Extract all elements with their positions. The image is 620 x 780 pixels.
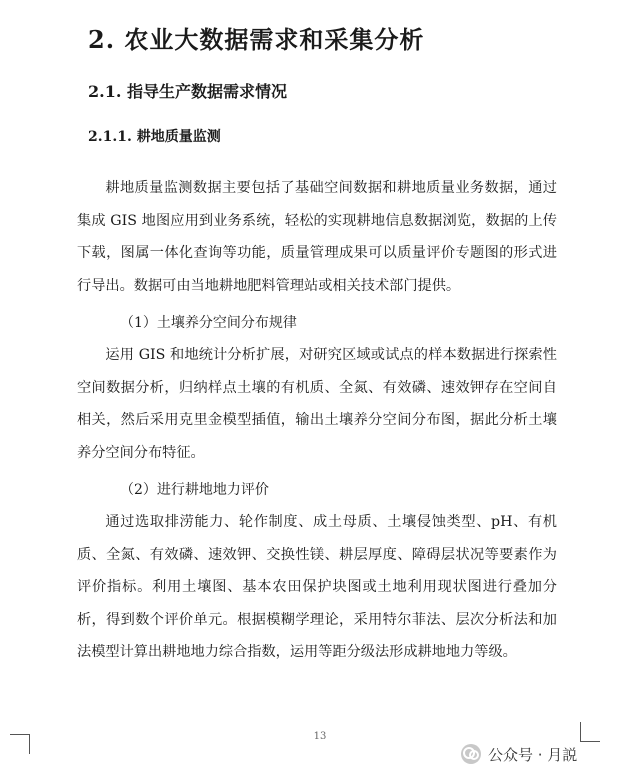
paragraph-soil-nutrient: 运用 GIS 和地统计分析扩展，对研究区域或试点的样本数据进行探索性空间数据分析，归纳样点土壤的有机质、全氮、有效磷、速效钾存在空间自相关，然后采用克里金模型插值，输出土壤养分空间分布图，据此分析土壤养分空间分布特征。 (77, 347, 557, 461)
subheading-soil-nutrient: （1）土壤养分空间分布规律 (120, 315, 297, 331)
heading-level-2: 2.1. 指导生产数据需求情况 (88, 82, 287, 101)
heading-level-1: 2. 农业大数据需求和采集分析 (88, 25, 425, 54)
subheading-land-fertility: （2）进行耕地地力评价 (120, 482, 269, 498)
wechat-official-account-icon (460, 743, 482, 765)
watermark-text: 公众号 · 月説 (488, 745, 578, 764)
heading-level-3: 2.1.1. 耕地质量监测 (88, 129, 221, 145)
page-number: 13 (313, 731, 327, 742)
watermark (460, 743, 577, 765)
paragraph-land-fertility: 通过选取排涝能力、轮作制度、成土母质、土壤侵蚀类型、pH、有机质、全氮、有效磷、速效钾、交换性镁、耕层厚度、障碍层状况等要素作为评价指标。利用土壤图、基本农田保护块图或土地利用现状图进行叠加分析，得到数个评价单元。根据模糊学理论，采用特尔菲法、层次分析法和加法模型计算出耕地地力综合指数，运用等距分级法形成耕地地力等级。 (77, 514, 557, 660)
paragraph-cultivated-land-monitoring: 耕地质量监测数据主要包括了基础空间数据和耕地质量业务数据，通过集成 GIS 地图应用到业务系统，轻松的实现耕地信息数据浏览，数据的上传下载，图属一体化查询等功能，质量管理成果可以质量评价专题图的形式进行导出。数据可由当地耕地肥料管理站或相关技术部门提供。 (77, 180, 557, 294)
